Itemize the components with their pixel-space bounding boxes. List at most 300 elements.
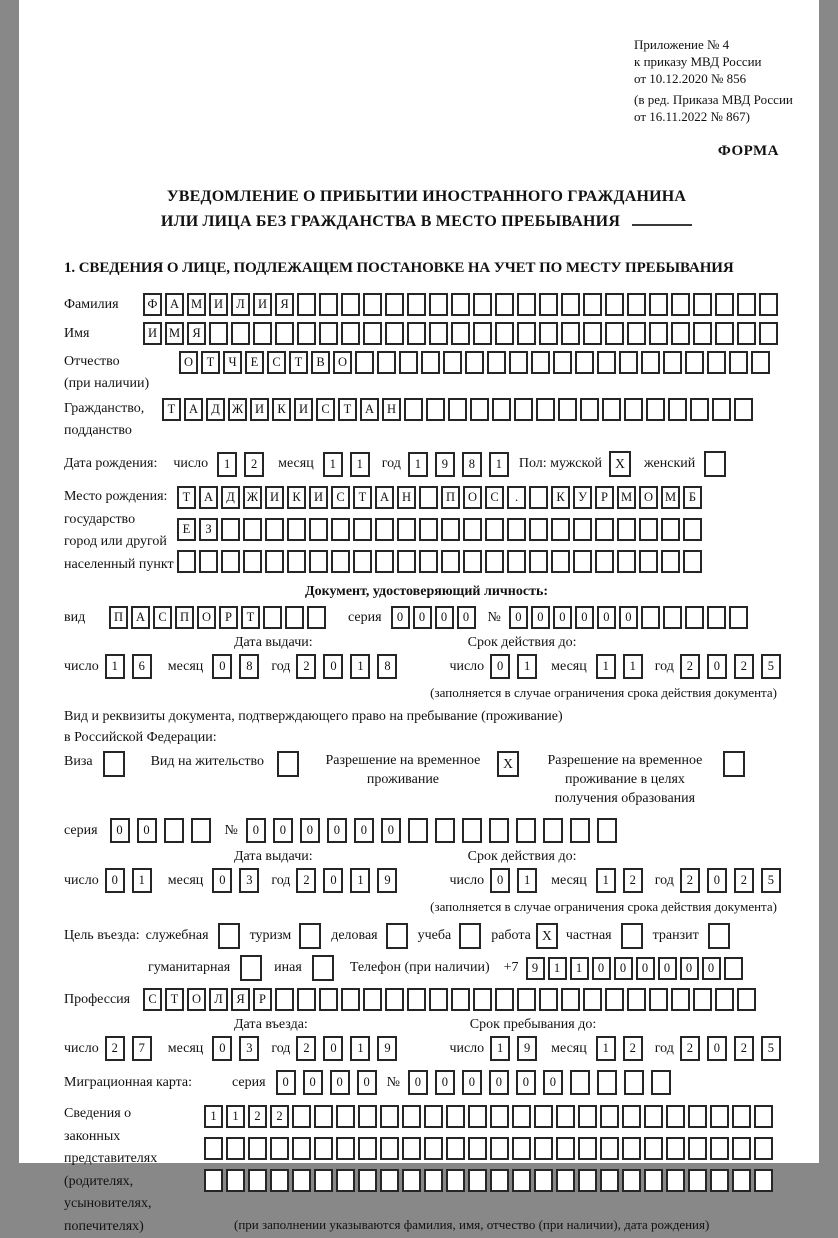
form-cell[interactable]: Р bbox=[595, 486, 614, 509]
form-cell[interactable]: Т bbox=[201, 351, 220, 374]
form-cell[interactable] bbox=[583, 988, 602, 1011]
form-cell[interactable] bbox=[441, 550, 460, 573]
form-cell[interactable] bbox=[578, 1105, 597, 1128]
form-cell[interactable]: 1 bbox=[517, 868, 537, 893]
form-cell[interactable]: Т bbox=[165, 988, 184, 1011]
form-cell[interactable] bbox=[663, 351, 682, 374]
form-cell[interactable]: Т bbox=[241, 606, 260, 629]
form-cell[interactable] bbox=[573, 550, 592, 573]
form-cell[interactable]: 2 bbox=[734, 868, 754, 893]
form-cell[interactable] bbox=[473, 988, 492, 1011]
form-cell[interactable] bbox=[231, 322, 250, 345]
form-cell[interactable] bbox=[666, 1169, 685, 1192]
form-cell[interactable] bbox=[685, 606, 704, 629]
form-cell[interactable]: 0 bbox=[408, 1070, 428, 1095]
form-cell[interactable]: Я bbox=[231, 988, 250, 1011]
form-cell[interactable]: 7 bbox=[132, 1036, 152, 1061]
form-cell[interactable]: 0 bbox=[680, 957, 699, 980]
form-cell[interactable] bbox=[561, 293, 580, 316]
form-cell[interactable] bbox=[688, 1169, 707, 1192]
form-cell[interactable] bbox=[358, 1169, 377, 1192]
form-cell[interactable] bbox=[443, 351, 462, 374]
form-cell[interactable]: П bbox=[175, 606, 194, 629]
form-cell[interactable]: 2 bbox=[296, 1036, 316, 1061]
form-cell[interactable] bbox=[492, 398, 511, 421]
form-cell[interactable]: 2 bbox=[248, 1105, 267, 1128]
form-cell[interactable]: 1 bbox=[105, 654, 125, 679]
form-cell[interactable]: . bbox=[507, 486, 526, 509]
form-cell[interactable] bbox=[446, 1137, 465, 1160]
form-cell[interactable] bbox=[385, 293, 404, 316]
form-cell[interactable] bbox=[407, 293, 426, 316]
form-cell[interactable] bbox=[275, 988, 294, 1011]
form-cell[interactable]: 0 bbox=[303, 1070, 323, 1095]
form-cell[interactable] bbox=[397, 518, 416, 541]
form-cell[interactable] bbox=[487, 351, 506, 374]
form-cell[interactable] bbox=[580, 398, 599, 421]
form-cell[interactable]: 1 bbox=[570, 957, 589, 980]
form-cell[interactable] bbox=[710, 1137, 729, 1160]
form-cell[interactable] bbox=[517, 322, 536, 345]
form-cell[interactable] bbox=[751, 351, 770, 374]
form-cell[interactable]: М bbox=[617, 486, 636, 509]
form-cell[interactable]: О bbox=[187, 988, 206, 1011]
form-cell[interactable] bbox=[529, 550, 548, 573]
form-cell[interactable]: 0 bbox=[137, 818, 157, 843]
form-cell[interactable] bbox=[644, 1169, 663, 1192]
form-cell[interactable]: 1 bbox=[350, 1036, 370, 1061]
form-cell[interactable] bbox=[495, 293, 514, 316]
form-cell[interactable] bbox=[490, 1169, 509, 1192]
form-cell[interactable]: Ж bbox=[243, 486, 262, 509]
form-cell[interactable] bbox=[380, 1169, 399, 1192]
form-cell[interactable]: А bbox=[360, 398, 379, 421]
form-cell[interactable] bbox=[597, 351, 616, 374]
form-cell[interactable]: С bbox=[485, 486, 504, 509]
form-cell[interactable]: М bbox=[187, 293, 206, 316]
form-cell[interactable]: И bbox=[309, 486, 328, 509]
form-cell[interactable] bbox=[732, 1105, 751, 1128]
form-cell[interactable]: 9 bbox=[435, 452, 455, 477]
form-cell[interactable] bbox=[570, 1070, 590, 1095]
form-cell[interactable]: 0 bbox=[553, 606, 572, 629]
form-cell[interactable] bbox=[570, 818, 590, 843]
form-cell[interactable] bbox=[509, 351, 528, 374]
form-cell[interactable] bbox=[512, 1169, 531, 1192]
form-cell[interactable]: 0 bbox=[516, 1070, 536, 1095]
form-cell[interactable] bbox=[556, 1105, 575, 1128]
form-cell[interactable] bbox=[380, 1105, 399, 1128]
form-cell[interactable]: 2 bbox=[105, 1036, 125, 1061]
form-cell[interactable] bbox=[336, 1169, 355, 1192]
form-cell[interactable]: 0 bbox=[276, 1070, 296, 1095]
form-cell[interactable]: К bbox=[287, 486, 306, 509]
form-cell[interactable] bbox=[243, 518, 262, 541]
form-cell[interactable] bbox=[575, 351, 594, 374]
form-cell[interactable]: 0 bbox=[543, 1070, 563, 1095]
form-cell[interactable]: 0 bbox=[381, 818, 401, 843]
form-cell[interactable]: 0 bbox=[575, 606, 594, 629]
checkbox-cell[interactable] bbox=[218, 923, 240, 949]
form-cell[interactable] bbox=[671, 293, 690, 316]
form-cell[interactable]: С bbox=[153, 606, 172, 629]
form-cell[interactable]: С bbox=[331, 486, 350, 509]
checkbox-cell[interactable]: X bbox=[497, 751, 519, 777]
form-cell[interactable]: С bbox=[267, 351, 286, 374]
form-cell[interactable] bbox=[605, 322, 624, 345]
form-cell[interactable]: И bbox=[253, 293, 272, 316]
form-cell[interactable] bbox=[639, 518, 658, 541]
form-cell[interactable] bbox=[619, 351, 638, 374]
form-cell[interactable] bbox=[517, 293, 536, 316]
form-cell[interactable] bbox=[314, 1169, 333, 1192]
form-cell[interactable] bbox=[507, 550, 526, 573]
form-cell[interactable] bbox=[646, 398, 665, 421]
form-cell[interactable]: П bbox=[109, 606, 128, 629]
form-cell[interactable] bbox=[710, 1169, 729, 1192]
form-cell[interactable] bbox=[363, 322, 382, 345]
checkbox-cell[interactable] bbox=[312, 955, 334, 981]
form-cell[interactable] bbox=[463, 550, 482, 573]
form-cell[interactable] bbox=[380, 1137, 399, 1160]
form-cell[interactable] bbox=[297, 988, 316, 1011]
form-cell[interactable] bbox=[353, 518, 372, 541]
form-cell[interactable] bbox=[512, 1137, 531, 1160]
form-cell[interactable] bbox=[407, 988, 426, 1011]
form-cell[interactable] bbox=[556, 1137, 575, 1160]
form-cell[interactable]: 9 bbox=[377, 1036, 397, 1061]
form-cell[interactable] bbox=[707, 606, 726, 629]
form-cell[interactable]: 0 bbox=[702, 957, 721, 980]
form-cell[interactable] bbox=[729, 606, 748, 629]
form-cell[interactable]: О bbox=[333, 351, 352, 374]
form-cell[interactable] bbox=[402, 1169, 421, 1192]
form-cell[interactable]: Т bbox=[177, 486, 196, 509]
form-cell[interactable] bbox=[529, 518, 548, 541]
form-cell[interactable]: 6 bbox=[132, 654, 152, 679]
checkbox-cell[interactable] bbox=[299, 923, 321, 949]
form-cell[interactable]: 1 bbox=[217, 452, 237, 477]
form-cell[interactable] bbox=[737, 293, 756, 316]
form-cell[interactable] bbox=[529, 486, 548, 509]
form-cell[interactable]: 9 bbox=[517, 1036, 537, 1061]
form-cell[interactable] bbox=[248, 1137, 267, 1160]
form-cell[interactable] bbox=[399, 351, 418, 374]
form-cell[interactable] bbox=[539, 322, 558, 345]
form-cell[interactable]: 2 bbox=[680, 868, 700, 893]
form-cell[interactable] bbox=[737, 988, 756, 1011]
form-cell[interactable] bbox=[419, 550, 438, 573]
form-cell[interactable] bbox=[465, 351, 484, 374]
form-cell[interactable]: 2 bbox=[296, 654, 316, 679]
form-cell[interactable] bbox=[265, 518, 284, 541]
form-cell[interactable] bbox=[377, 351, 396, 374]
form-cell[interactable]: 0 bbox=[354, 818, 374, 843]
form-cell[interactable] bbox=[204, 1137, 223, 1160]
form-cell[interactable] bbox=[507, 518, 526, 541]
form-cell[interactable] bbox=[363, 988, 382, 1011]
form-cell[interactable] bbox=[404, 398, 423, 421]
form-cell[interactable]: 1 bbox=[204, 1105, 223, 1128]
form-cell[interactable] bbox=[209, 322, 228, 345]
form-cell[interactable] bbox=[385, 988, 404, 1011]
form-cell[interactable] bbox=[671, 988, 690, 1011]
form-cell[interactable]: Л bbox=[231, 293, 250, 316]
form-cell[interactable] bbox=[661, 550, 680, 573]
form-cell[interactable]: В bbox=[311, 351, 330, 374]
form-cell[interactable] bbox=[421, 351, 440, 374]
form-cell[interactable] bbox=[712, 398, 731, 421]
form-cell[interactable]: 2 bbox=[680, 1036, 700, 1061]
form-cell[interactable]: И bbox=[250, 398, 269, 421]
form-cell[interactable] bbox=[470, 398, 489, 421]
form-cell[interactable]: А bbox=[199, 486, 218, 509]
form-cell[interactable]: О bbox=[639, 486, 658, 509]
form-cell[interactable] bbox=[553, 351, 572, 374]
form-cell[interactable] bbox=[419, 486, 438, 509]
form-cell[interactable] bbox=[539, 988, 558, 1011]
form-cell[interactable] bbox=[297, 293, 316, 316]
form-cell[interactable] bbox=[622, 1105, 641, 1128]
form-cell[interactable] bbox=[265, 550, 284, 573]
form-cell[interactable]: 0 bbox=[457, 606, 476, 629]
form-cell[interactable] bbox=[490, 1105, 509, 1128]
form-cell[interactable] bbox=[309, 518, 328, 541]
form-cell[interactable] bbox=[285, 606, 304, 629]
form-cell[interactable]: 8 bbox=[377, 654, 397, 679]
checkbox-cell[interactable]: X bbox=[609, 451, 631, 477]
form-cell[interactable] bbox=[600, 1105, 619, 1128]
form-cell[interactable] bbox=[307, 606, 326, 629]
form-cell[interactable] bbox=[199, 550, 218, 573]
form-cell[interactable] bbox=[602, 398, 621, 421]
form-cell[interactable] bbox=[336, 1105, 355, 1128]
form-cell[interactable] bbox=[693, 293, 712, 316]
form-cell[interactable] bbox=[473, 293, 492, 316]
form-cell[interactable] bbox=[683, 550, 702, 573]
form-cell[interactable] bbox=[226, 1169, 245, 1192]
form-cell[interactable]: 1 bbox=[596, 654, 616, 679]
form-cell[interactable] bbox=[424, 1137, 443, 1160]
form-cell[interactable] bbox=[622, 1169, 641, 1192]
form-cell[interactable] bbox=[534, 1137, 553, 1160]
form-cell[interactable] bbox=[627, 322, 646, 345]
form-cell[interactable] bbox=[292, 1137, 311, 1160]
form-cell[interactable] bbox=[715, 293, 734, 316]
form-cell[interactable]: Н bbox=[382, 398, 401, 421]
form-cell[interactable]: 0 bbox=[212, 868, 232, 893]
checkbox-cell[interactable] bbox=[723, 751, 745, 777]
form-cell[interactable]: К bbox=[272, 398, 291, 421]
form-cell[interactable]: 1 bbox=[350, 452, 370, 477]
form-cell[interactable]: 5 bbox=[761, 654, 781, 679]
form-cell[interactable] bbox=[627, 293, 646, 316]
form-cell[interactable] bbox=[649, 293, 668, 316]
form-cell[interactable] bbox=[331, 550, 350, 573]
form-cell[interactable]: 1 bbox=[490, 1036, 510, 1061]
form-cell[interactable] bbox=[402, 1105, 421, 1128]
form-cell[interactable]: Р bbox=[253, 988, 272, 1011]
form-cell[interactable] bbox=[226, 1137, 245, 1160]
form-cell[interactable] bbox=[451, 293, 470, 316]
form-cell[interactable] bbox=[578, 1169, 597, 1192]
form-cell[interactable] bbox=[341, 293, 360, 316]
form-cell[interactable] bbox=[732, 1137, 751, 1160]
form-cell[interactable] bbox=[489, 818, 509, 843]
form-cell[interactable]: 0 bbox=[636, 957, 655, 980]
form-cell[interactable] bbox=[429, 988, 448, 1011]
form-cell[interactable]: С bbox=[316, 398, 335, 421]
form-cell[interactable] bbox=[341, 322, 360, 345]
form-cell[interactable]: 0 bbox=[435, 1070, 455, 1095]
form-cell[interactable] bbox=[309, 550, 328, 573]
form-cell[interactable] bbox=[693, 988, 712, 1011]
form-cell[interactable] bbox=[441, 518, 460, 541]
form-cell[interactable] bbox=[408, 818, 428, 843]
form-cell[interactable]: 2 bbox=[296, 868, 316, 893]
form-cell[interactable] bbox=[715, 988, 734, 1011]
form-cell[interactable] bbox=[754, 1105, 773, 1128]
form-cell[interactable] bbox=[639, 550, 658, 573]
form-cell[interactable]: Т bbox=[289, 351, 308, 374]
form-cell[interactable] bbox=[543, 818, 563, 843]
form-cell[interactable] bbox=[221, 518, 240, 541]
form-cell[interactable] bbox=[426, 398, 445, 421]
form-cell[interactable] bbox=[539, 293, 558, 316]
form-cell[interactable]: П bbox=[441, 486, 460, 509]
form-cell[interactable]: Е bbox=[177, 518, 196, 541]
form-cell[interactable] bbox=[164, 818, 184, 843]
form-cell[interactable]: А bbox=[184, 398, 203, 421]
form-cell[interactable] bbox=[292, 1105, 311, 1128]
form-cell[interactable]: 0 bbox=[707, 868, 727, 893]
form-cell[interactable] bbox=[263, 606, 282, 629]
form-cell[interactable] bbox=[729, 351, 748, 374]
form-cell[interactable] bbox=[248, 1169, 267, 1192]
form-cell[interactable] bbox=[495, 988, 514, 1011]
form-cell[interactable]: 0 bbox=[462, 1070, 482, 1095]
form-cell[interactable]: 0 bbox=[619, 606, 638, 629]
form-cell[interactable]: 0 bbox=[531, 606, 550, 629]
form-cell[interactable]: 5 bbox=[761, 868, 781, 893]
form-cell[interactable]: 0 bbox=[707, 1036, 727, 1061]
form-cell[interactable] bbox=[204, 1169, 223, 1192]
form-cell[interactable] bbox=[578, 1137, 597, 1160]
form-cell[interactable]: Т bbox=[353, 486, 372, 509]
form-cell[interactable] bbox=[485, 518, 504, 541]
form-cell[interactable] bbox=[683, 518, 702, 541]
form-cell[interactable]: 8 bbox=[239, 654, 259, 679]
form-cell[interactable] bbox=[297, 322, 316, 345]
form-cell[interactable] bbox=[424, 1169, 443, 1192]
form-cell[interactable] bbox=[375, 550, 394, 573]
form-cell[interactable]: Т bbox=[338, 398, 357, 421]
form-cell[interactable] bbox=[595, 518, 614, 541]
form-cell[interactable] bbox=[600, 1169, 619, 1192]
form-cell[interactable] bbox=[341, 988, 360, 1011]
form-cell[interactable]: 0 bbox=[212, 654, 232, 679]
form-cell[interactable] bbox=[573, 518, 592, 541]
form-cell[interactable]: 2 bbox=[734, 1036, 754, 1061]
form-cell[interactable]: И bbox=[209, 293, 228, 316]
form-cell[interactable]: И bbox=[265, 486, 284, 509]
form-cell[interactable] bbox=[627, 988, 646, 1011]
form-cell[interactable]: 8 bbox=[462, 452, 482, 477]
form-cell[interactable] bbox=[534, 1105, 553, 1128]
form-cell[interactable]: О bbox=[179, 351, 198, 374]
form-cell[interactable]: Я bbox=[275, 293, 294, 316]
form-cell[interactable]: 9 bbox=[526, 957, 545, 980]
form-cell[interactable]: Б bbox=[683, 486, 702, 509]
form-cell[interactable]: Н bbox=[397, 486, 416, 509]
form-cell[interactable]: Т bbox=[162, 398, 181, 421]
form-cell[interactable] bbox=[287, 550, 306, 573]
form-cell[interactable]: А bbox=[165, 293, 184, 316]
form-cell[interactable] bbox=[424, 1105, 443, 1128]
form-cell[interactable] bbox=[759, 322, 778, 345]
form-cell[interactable] bbox=[463, 518, 482, 541]
form-cell[interactable]: 1 bbox=[623, 654, 643, 679]
form-cell[interactable]: М bbox=[165, 322, 184, 345]
form-cell[interactable] bbox=[358, 1105, 377, 1128]
form-cell[interactable]: 5 bbox=[761, 1036, 781, 1061]
form-cell[interactable] bbox=[319, 988, 338, 1011]
form-cell[interactable] bbox=[666, 1137, 685, 1160]
checkbox-cell[interactable] bbox=[277, 751, 299, 777]
form-cell[interactable]: 2 bbox=[244, 452, 264, 477]
form-cell[interactable]: 1 bbox=[132, 868, 152, 893]
checkbox-cell[interactable] bbox=[103, 751, 125, 777]
form-cell[interactable] bbox=[649, 322, 668, 345]
form-cell[interactable] bbox=[690, 398, 709, 421]
form-cell[interactable] bbox=[495, 322, 514, 345]
form-cell[interactable] bbox=[270, 1137, 289, 1160]
form-cell[interactable]: 1 bbox=[350, 868, 370, 893]
form-cell[interactable]: У bbox=[573, 486, 592, 509]
form-cell[interactable] bbox=[468, 1169, 487, 1192]
form-cell[interactable]: 0 bbox=[489, 1070, 509, 1095]
form-cell[interactable] bbox=[319, 322, 338, 345]
form-cell[interactable] bbox=[407, 322, 426, 345]
form-cell[interactable] bbox=[363, 293, 382, 316]
form-cell[interactable]: 1 bbox=[323, 452, 343, 477]
form-cell[interactable] bbox=[693, 322, 712, 345]
form-cell[interactable] bbox=[715, 322, 734, 345]
form-cell[interactable] bbox=[688, 1137, 707, 1160]
form-cell[interactable]: 0 bbox=[614, 957, 633, 980]
form-cell[interactable] bbox=[605, 988, 624, 1011]
form-cell[interactable] bbox=[754, 1137, 773, 1160]
form-cell[interactable] bbox=[710, 1105, 729, 1128]
form-cell[interactable]: 1 bbox=[350, 654, 370, 679]
form-cell[interactable] bbox=[355, 351, 374, 374]
form-cell[interactable] bbox=[468, 1137, 487, 1160]
form-cell[interactable] bbox=[661, 518, 680, 541]
form-cell[interactable]: Ч bbox=[223, 351, 242, 374]
form-cell[interactable] bbox=[253, 322, 272, 345]
checkbox-cell[interactable] bbox=[459, 923, 481, 949]
form-cell[interactable]: 1 bbox=[596, 868, 616, 893]
form-cell[interactable] bbox=[473, 322, 492, 345]
form-cell[interactable] bbox=[385, 322, 404, 345]
form-cell[interactable] bbox=[490, 1137, 509, 1160]
form-cell[interactable]: 0 bbox=[327, 818, 347, 843]
form-cell[interactable]: 3 bbox=[239, 1036, 259, 1061]
form-cell[interactable] bbox=[517, 988, 536, 1011]
checkbox-cell[interactable] bbox=[708, 923, 730, 949]
form-cell[interactable]: 1 bbox=[489, 452, 509, 477]
form-cell[interactable]: 1 bbox=[226, 1105, 245, 1128]
